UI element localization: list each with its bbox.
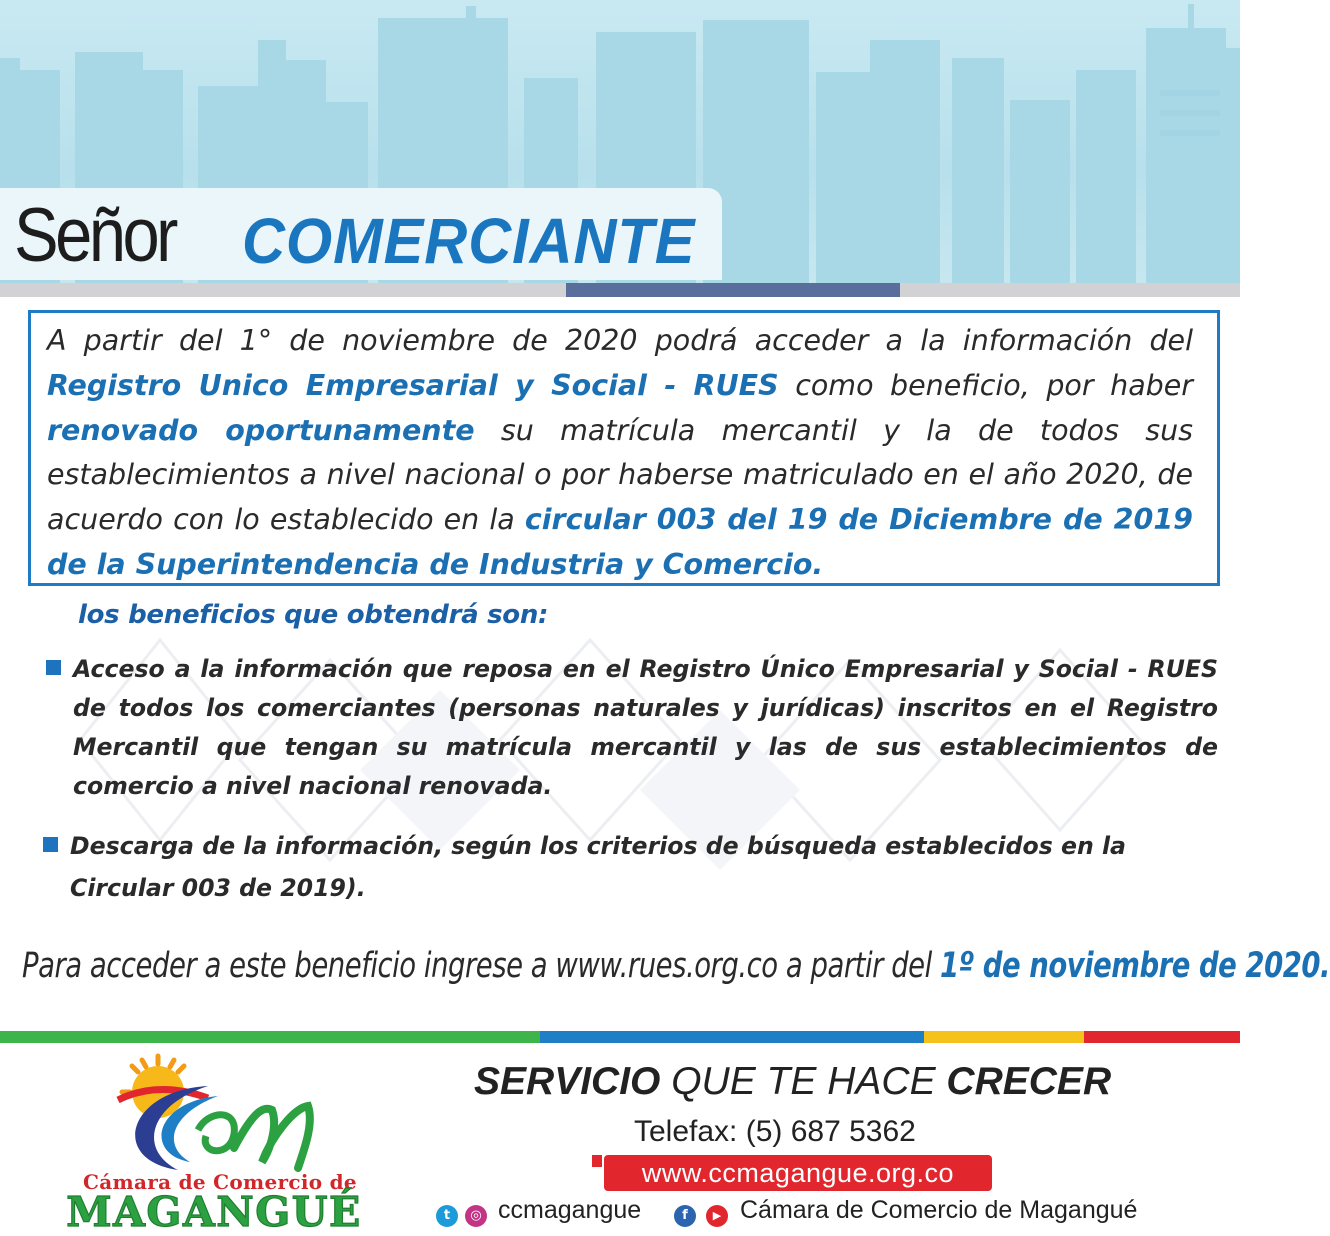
logo-name: MAGANGUÉ (66, 1188, 362, 1236)
band-red (1084, 1031, 1240, 1043)
website-tick (592, 1155, 602, 1167)
facebook-icon[interactable]: f (674, 1205, 696, 1227)
info-highlight-circular: circular 003 del 19 de Diciembre de 2019 de la Superintendencia de Industria y Comercio. (47, 503, 1193, 581)
info-highlight-rues: Registro Unico Empresarial y Social - RUES (47, 368, 779, 402)
bullet-square-icon (46, 660, 61, 675)
slogan-part-b: QUE TE HACE (660, 1060, 947, 1103)
slogan (474, 1060, 1111, 1104)
twitter-icon[interactable]: t (436, 1205, 458, 1227)
band-blue (540, 1031, 924, 1043)
benefit-item-access: Acceso a la información que reposa en el Registro Único Empresarial y Social - RUES de todos los comerciantes (personas naturales y jurídicas) inscritos en el Registro Mercantil que tengan su matrícula mercantil y las de sus establecimientos de comercio a nivel nacional renovada. (73, 655, 1218, 800)
telefax: Telefax: (5) 687 5362 (634, 1115, 916, 1148)
bullet-square-icon (43, 837, 58, 852)
social-handle[interactable]: ccmagangue (498, 1196, 642, 1224)
instagram-icon[interactable]: ◎ (465, 1205, 487, 1227)
access-text: Para acceder a este beneficio ingrese a www.rues.org.co a partir del (22, 946, 941, 986)
benefits-heading: los beneficios que obtendrá son: (78, 600, 549, 630)
slogan-part-a: SERVICIO (474, 1060, 661, 1103)
slogan-part-c: CRECER (946, 1060, 1112, 1103)
info-text-1: A partir del 1° de noviembre de 2020 podrá acceder a la información del (47, 324, 1193, 357)
info-highlight-renovado: renovado oportunamente (47, 413, 475, 447)
page-title (14, 192, 696, 282)
info-box (28, 310, 1220, 586)
info-text-2: como beneficio, por haber (795, 368, 1193, 402)
social-page[interactable]: Cámara de Comercio de Magangué (740, 1196, 1138, 1224)
benefit-item-download: Descarga de la información, según los criterios de búsqueda establecidos en la Circular 003 de 2019). (70, 832, 1126, 902)
website-link[interactable]: www.ccmagangue.org.co (641, 1158, 955, 1188)
divider-blue (566, 283, 900, 297)
access-line (22, 946, 1330, 986)
access-date: 1º de noviembre de 2020. (940, 946, 1330, 986)
logo-caption: Cámara de Comercio de (83, 1170, 357, 1194)
youtube-icon[interactable]: ▶ (706, 1205, 728, 1227)
title-senor: Señor (14, 193, 175, 278)
title-comerciante: COMERCIANTE (242, 205, 696, 277)
band-yellow (924, 1031, 1084, 1043)
info-paragraph (47, 319, 1193, 588)
band-green (0, 1031, 540, 1043)
info-text-3: su matrícula mercantil y la de todos sus establecimientos a nivel nacional o por haberse matriculado en el año 2020, de acuerdo con lo establecido en la (47, 413, 1193, 537)
